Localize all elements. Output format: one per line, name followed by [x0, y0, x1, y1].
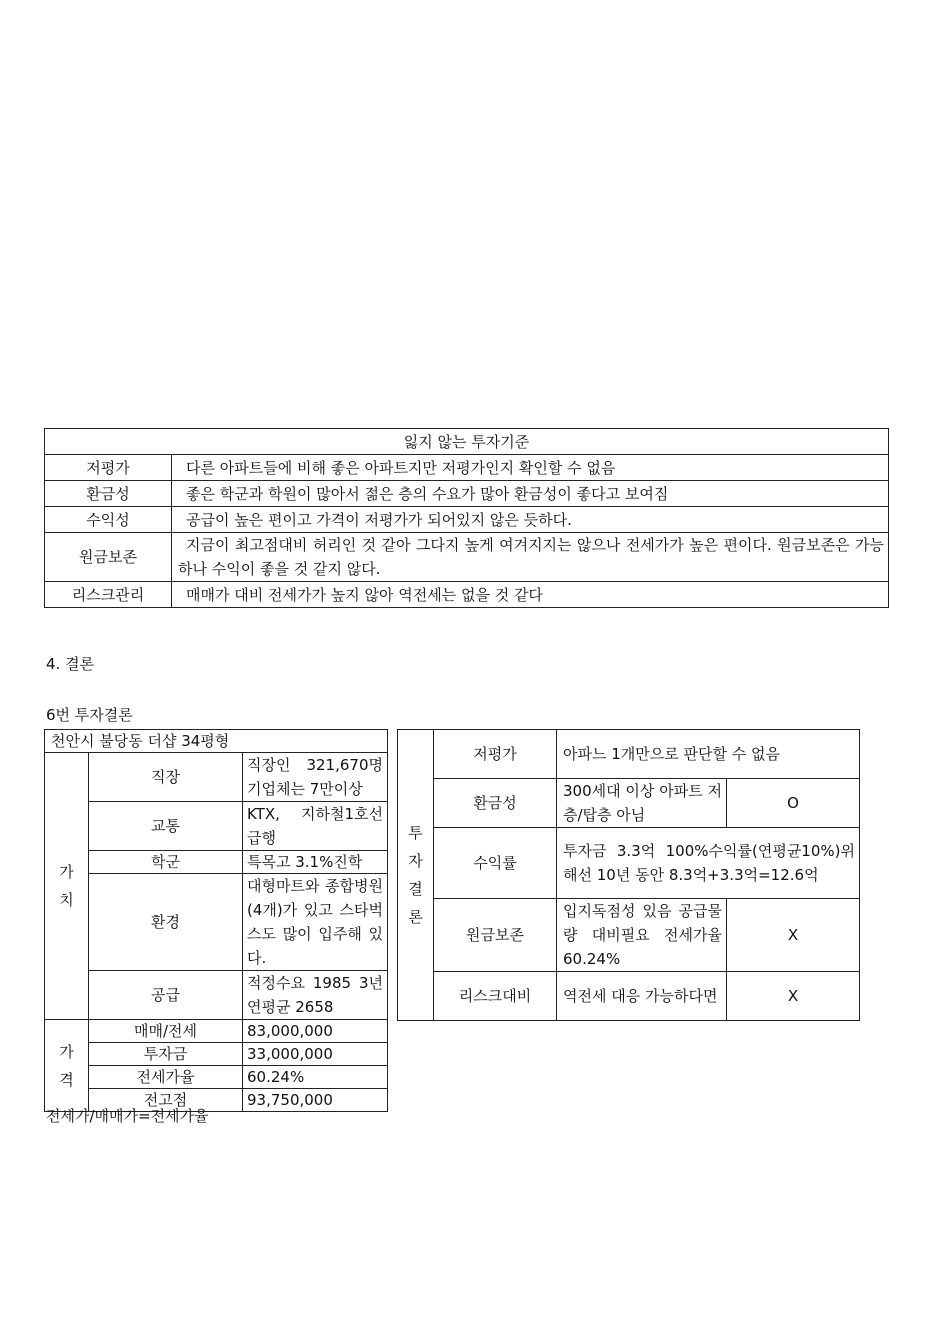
conclusion-text: 역전세 대응 가능하다면 [557, 972, 727, 1021]
conclusion-text: 아파느 1개만으로 판단할 수 없음 [557, 730, 860, 779]
value-label: 공급 [89, 971, 243, 1020]
value-text: 직장인 321,670명 기업체는 7만이상 [243, 753, 388, 802]
value-label: 교통 [89, 802, 243, 851]
criteria-label: 리스크관리 [45, 582, 172, 608]
subsection-title: 6번 투자결론 [46, 706, 133, 724]
conclusion-mark: O [727, 779, 860, 828]
section-title: 4. 결론 [46, 655, 95, 673]
price-label: 매매/전세 [89, 1020, 243, 1043]
criteria-text: 다른 아파트들에 비해 좋은 아파트지만 저평가인지 확인할 수 없음 [172, 455, 889, 481]
conclusion-text: 300세대 이상 아파트 저층/탑층 아님 [557, 779, 727, 828]
criteria-text: 좋은 학군과 학원이 많아서 젊은 층의 수요가 많아 환금성이 좋다고 보여짐 [172, 481, 889, 507]
conclusion-table [397, 729, 860, 1021]
value-label: 직장 [89, 753, 243, 802]
property-table [44, 729, 388, 1112]
value-label: 학군 [89, 851, 243, 874]
price-group-label: 가격 [59, 1042, 74, 1089]
value-label: 환경 [89, 874, 243, 971]
conclusion-mark: X [727, 972, 860, 1021]
criteria-text: 공급이 높은 편이고 가격이 저평가가 되어있지 않은 듯하다. [172, 507, 889, 533]
conclusion-label: 원금보존 [434, 899, 557, 972]
price-label: 전세가율 [89, 1066, 243, 1089]
criteria-table [44, 428, 889, 608]
footnote: 전세가/매매가=전세가율 [46, 1107, 209, 1125]
conclusion-label: 환금성 [434, 779, 557, 828]
criteria-text: 매매가 대비 전세가가 높지 않아 역전세는 없을 것 같다 [172, 582, 889, 608]
value-text: 특목고 3.1%진학 [243, 851, 388, 874]
value-text: 대형마트와 종합병원(4개)가 있고 스타벅스도 많이 입주해 있다. [243, 874, 388, 971]
price-text: 93,750,000 [243, 1089, 388, 1112]
price-label: 투자금 [89, 1043, 243, 1066]
conclusion-label: 수익률 [434, 828, 557, 899]
conclusion-group-label: 투자결론 [408, 824, 423, 926]
conclusion-label: 리스크대비 [434, 972, 557, 1021]
conclusion-text: 입지독점성 있음 공급물량 대비필요 전세가율 60.24% [557, 899, 727, 972]
criteria-label: 원금보존 [45, 533, 172, 582]
value-text: KTX, 지하철1호선 급행 [243, 802, 388, 851]
conclusion-label: 저평가 [434, 730, 557, 779]
criteria-title: 잃지 않는 투자기준 [45, 429, 889, 455]
value-group-label: 가치 [59, 863, 74, 909]
price-text: 60.24% [243, 1066, 388, 1089]
property-title: 천안시 불당동 더샵 34평형 [45, 730, 388, 753]
value-text: 적정수요 1985 3년 연평균 2658 [243, 971, 388, 1020]
price-text: 83,000,000 [243, 1020, 388, 1043]
price-text: 33,000,000 [243, 1043, 388, 1066]
criteria-label: 수익성 [45, 507, 172, 533]
conclusion-text: 투자금 3.3억 100%수익률(연평균10%)위해선 10년 동안 8.3억+3.3억=12.6억 [557, 828, 860, 899]
criteria-text: 지금이 최고점대비 허리인 것 같아 그다지 높게 여겨지지는 않으나 전세가가 높은 편이다. 원금보존은 가능하나 수익이 좋을 것 같지 않다. [172, 533, 889, 582]
conclusion-mark: X [727, 899, 860, 972]
criteria-label: 환금성 [45, 481, 172, 507]
price-label: 전고점 [89, 1089, 243, 1112]
criteria-label: 저평가 [45, 455, 172, 481]
